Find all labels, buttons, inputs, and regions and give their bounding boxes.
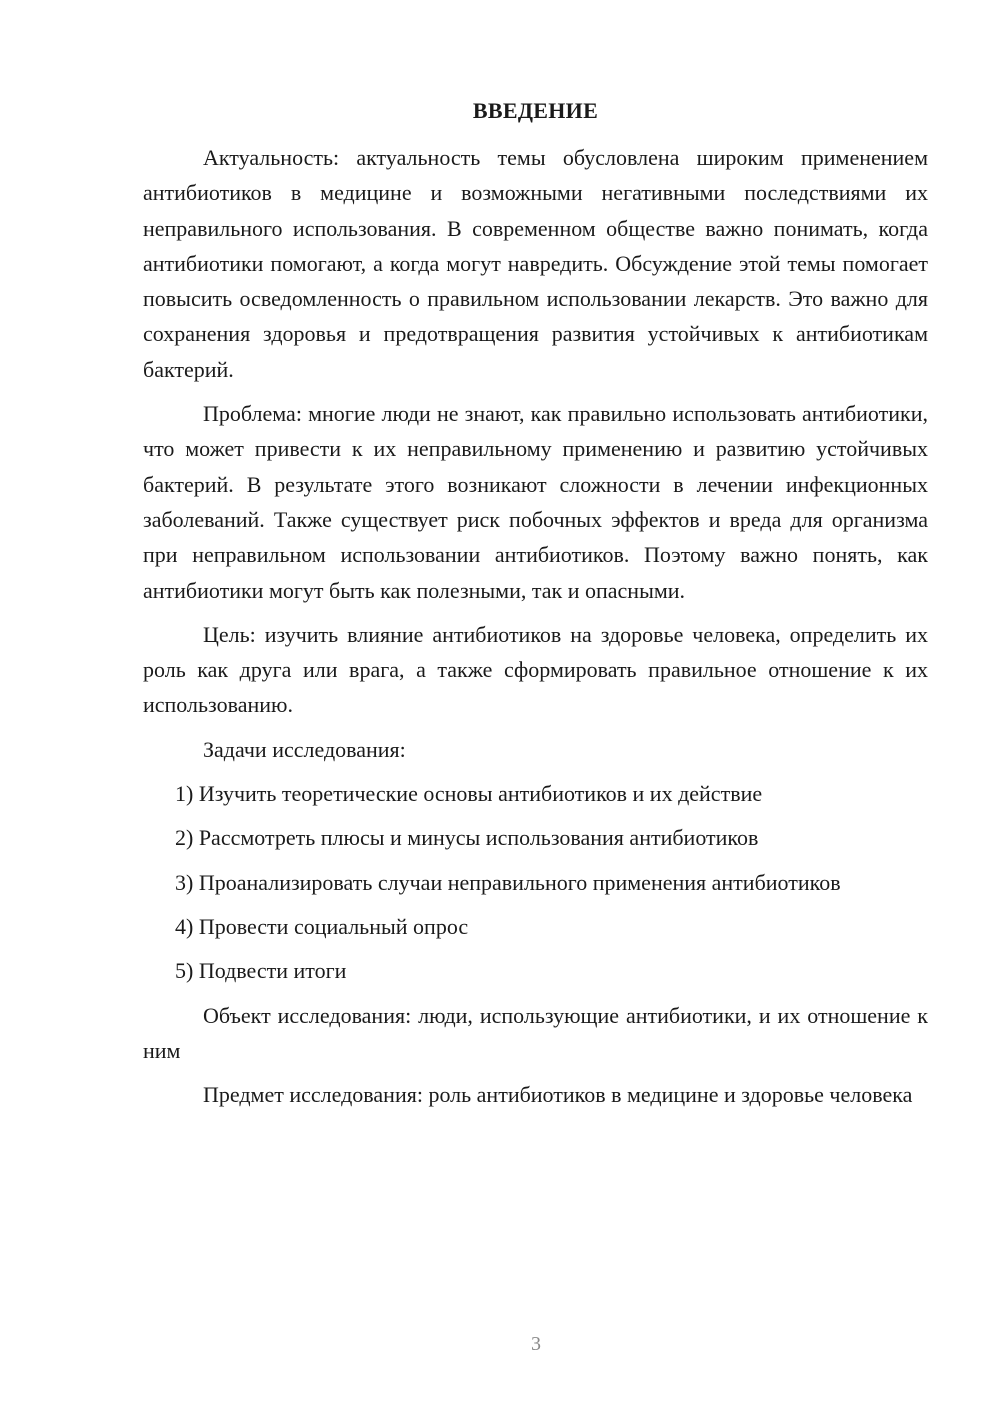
task-item-1: 1) Изучить теоретические основы антибиотиков и их действие (175, 781, 763, 807)
page-content (143, 96, 928, 1121)
goal-paragraph: Цель: изучить влияние антибиотиков на здоровье человека, определить их роль как друга или врага, а также сформировать правильное отношение к их использованию. (143, 621, 928, 718)
problem-paragraph: Проблема: многие люди не знают, как правильно использовать антибиотики, что может привести к их неправильному применению и развитию устойчивых бактерий. В результате этого возникают сложности в лечении инфекционных заболеваний. Также существует риск побочных эффектов и вреда для организма при неправильном использовании антибиотиков. Поэтому важно понять, как антибиотики могут быть как полезными, так и опасными. (143, 401, 928, 603)
relevance-paragraph: Актуальность: актуальность темы обусловлена широким применением антибиотиков в медицине и возможными негативными последствиями их неправильного использования. В современном обществе важно понимать, когда антибиотики помогают, а когда могут навредить. Обсуждение этой темы помогает повысить осведомленность о правильном использовании лекарств. Это важно для сохранения здоровья и предотвращения развития устойчивых к антибиотикам бактерий. (143, 145, 928, 382)
task-item-5: 5) Подвести итоги (175, 958, 347, 984)
task-item-4: 4) Провести социальный опрос (175, 913, 469, 939)
research-subject-paragraph: Предмет исследования: роль антибиотиков в медицине и здоровье человека (203, 1082, 913, 1108)
task-item-3: 3) Проанализировать случаи неправильного применения антибиотиков (175, 869, 841, 895)
page-number: 3 (531, 1333, 541, 1355)
research-object-paragraph: Объект исследования: люди, использующие антибиотики, и их отношение к ним (143, 1002, 928, 1063)
section-heading: ВВЕДЕНИЕ (472, 98, 599, 123)
task-item-2: 2) Рассмотреть плюсы и минусы использования антибиотиков (175, 825, 759, 851)
tasks-label: Задачи исследования: (203, 736, 406, 762)
